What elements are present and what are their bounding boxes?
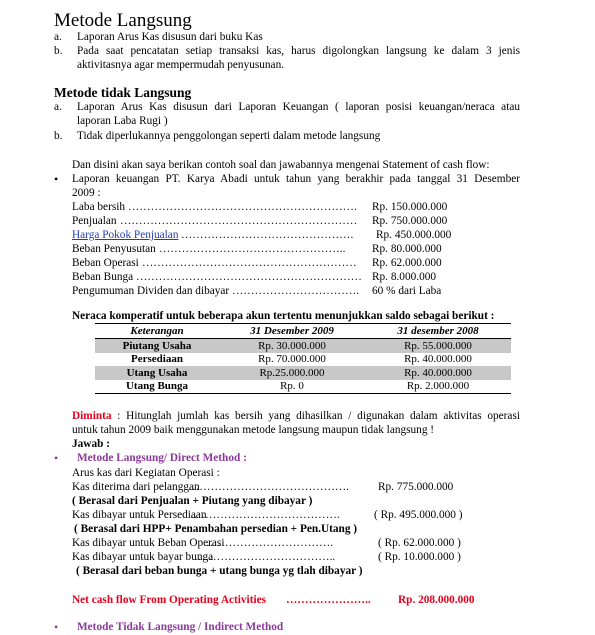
table-cell: Utang Usaha xyxy=(95,366,219,380)
indirect-method-heading: Metode Tidak Langsung / Indirect Method xyxy=(77,621,284,633)
interest-payment-label: Kas dibayar untuk bayar bunga xyxy=(72,551,214,563)
column-header: 31 Desember 2009 xyxy=(219,324,365,339)
list-item-text: Tidak diperlukannya penggolongan seperti dalam metode langsung xyxy=(77,130,381,142)
list-marker: a. xyxy=(54,101,62,113)
net-cash-flow-value: Rp. 208.000.000 xyxy=(398,594,475,606)
item-value: 60 % dari Laba xyxy=(372,285,442,297)
table-cell: Rp. 30.000.000 xyxy=(219,339,365,353)
item-label: Beban Penyusutan xyxy=(72,243,156,255)
list-item-text: laporan Laba Rugi ) xyxy=(77,115,168,127)
leader-dots: …………………………………………………… xyxy=(136,271,362,283)
column-header: 31 desember 2008 xyxy=(365,324,511,339)
note: ( Berasal dari beban bunga + utang bunga yg tlah dibayar ) xyxy=(76,565,363,577)
direct-method-heading: Metode Langsung/ Direct Method : xyxy=(77,452,247,464)
list-item-text: Laporan Arus Kas disusun dari Laporan Keuangan ( laporan posisi keuangan/neraca atau xyxy=(77,101,520,113)
table-cell: Rp. 0 xyxy=(219,380,365,394)
table-cell: Piutang Usaha xyxy=(95,339,219,353)
answer-label: Jawab : xyxy=(72,438,110,450)
section-title-tidak-langsung: Metode tidak Langsung xyxy=(54,85,192,100)
subheading: Arus kas dari Kegiatan Operasi : xyxy=(72,467,220,479)
note: ( Berasal dari Penjualan + Piutang yang dibayar ) xyxy=(72,495,313,507)
item-label: Penjualan xyxy=(72,215,117,227)
leader-dots: ……………………………. xyxy=(232,285,360,297)
intro-text: Dan disini akan saya berikan contoh soal dan jawabannya mengenai Statement of cash flow: xyxy=(72,159,490,171)
table-cell: Rp. 70.000.000 xyxy=(258,353,326,366)
column-header: Keterangan xyxy=(95,324,219,339)
note: ( Berasal dari HPP+ Penambahan persedian + Pen.Utang ) xyxy=(74,523,358,535)
table-cell: Utang Bunga xyxy=(95,380,219,394)
comparative-balance-table xyxy=(95,323,511,394)
leader-dots: …………………………………. xyxy=(190,509,340,521)
list-marker: a. xyxy=(54,31,62,43)
problem-text: Laporan keuangan PT. Karya Abadi untuk tahun yang berakhir pada tanggal 31 Desember xyxy=(72,173,520,185)
list-item-text: Pada saat pencatatan setiap transaksi kas, harus digolongkan langsung ke dalam 3 jenis xyxy=(77,45,520,57)
leader-dots: ……………………………….. xyxy=(194,551,336,563)
table-cell: Rp. 55.000.000 xyxy=(365,339,511,353)
item-label[interactable]: Harga Pokok Penjualan xyxy=(72,229,179,241)
task-text: : Hitunglah jumlah kas bersih yang dihasilkan / digunakan dalam aktivitas operasi xyxy=(117,410,520,422)
leader-dots: ………………………………………. xyxy=(181,229,354,241)
table-caption: Neraca komperatif untuk beberapa akun tertentu menunjukkan saldo sebagai berikut : xyxy=(72,310,495,322)
leader-dots: ……………………………………. xyxy=(188,481,349,493)
list-item-text: Laporan Arus Kas disusun dari buku Kas xyxy=(77,31,263,43)
inventory-payment-label: Kas dibayar untuk Persediaan xyxy=(72,509,207,521)
net-cash-flow-label: Net cash flow From Operating Activities xyxy=(72,594,266,606)
leader-dots: ……………………………. xyxy=(206,537,334,549)
cash-received-label: Kas diterima dari pelanggan xyxy=(72,481,200,493)
task-label: Diminta xyxy=(72,410,112,422)
leader-dots: ………………….. xyxy=(286,594,371,606)
item-label: Beban Operasi xyxy=(72,257,139,269)
item-value: Rp. 62.000.000 xyxy=(372,257,442,269)
item-label: Pengumuman Dividen dan dibayar xyxy=(72,285,230,297)
bullet-icon: • xyxy=(54,451,59,465)
table-cell: Persediaan xyxy=(131,353,183,366)
item-value: Rp. 80.000.000 xyxy=(372,243,442,255)
inventory-payment-value: ( Rp. 495.000.000 ) xyxy=(374,509,463,521)
table-row xyxy=(95,366,511,380)
list-marker: b. xyxy=(54,45,63,57)
table-header-row xyxy=(95,324,511,339)
item-value: Rp. 8.000.000 xyxy=(372,271,437,283)
problem-text: 2009 : xyxy=(72,187,101,199)
leader-dots: ………………………………………………… xyxy=(142,257,357,269)
task-text: untuk tahun 2009 baik menggunakan metode langsung maupun tidak langsung ! xyxy=(72,424,435,436)
table-cell: Rp.25.000.000 xyxy=(219,366,365,380)
list-item-text: aktivitasnya agar mempermudah penyusunan. xyxy=(77,59,285,71)
bullet-icon: • xyxy=(54,172,59,186)
list-marker: b. xyxy=(54,130,63,142)
interest-payment-value: ( Rp. 10.000.000 ) xyxy=(378,551,461,563)
leader-dots: ……………………………………………………… xyxy=(120,215,358,227)
table-row xyxy=(95,339,511,353)
task-statement xyxy=(72,409,520,423)
bullet-icon: • xyxy=(54,620,59,634)
section-title-langsung: Metode Langsung xyxy=(54,10,192,31)
leader-dots: ………………………………………….. xyxy=(159,243,346,255)
item-label: Beban Bunga xyxy=(72,271,134,283)
table-row xyxy=(95,353,511,367)
operating-expense-value: ( Rp. 62.000.000 ) xyxy=(378,537,461,549)
cash-received-value: Rp. 775.000.000 xyxy=(378,481,454,493)
table-row xyxy=(95,380,511,394)
item-value: Rp. 750.000.000 xyxy=(372,215,448,227)
table-cell: Rp. 40.000.000 xyxy=(404,353,472,366)
operating-expense-label: Kas dibayar untuk Beban Operasi xyxy=(72,537,225,549)
item-value: Rp. 150.000.000 xyxy=(372,201,448,213)
item-label: Laba bersih xyxy=(72,201,126,213)
table-cell: Rp. 2.000.000 xyxy=(365,380,511,394)
leader-dots: ……………………………………………………. xyxy=(128,201,357,213)
table-cell: Rp. 40.000.000 xyxy=(365,366,511,380)
item-value: Rp. 450.000.000 xyxy=(376,229,452,241)
